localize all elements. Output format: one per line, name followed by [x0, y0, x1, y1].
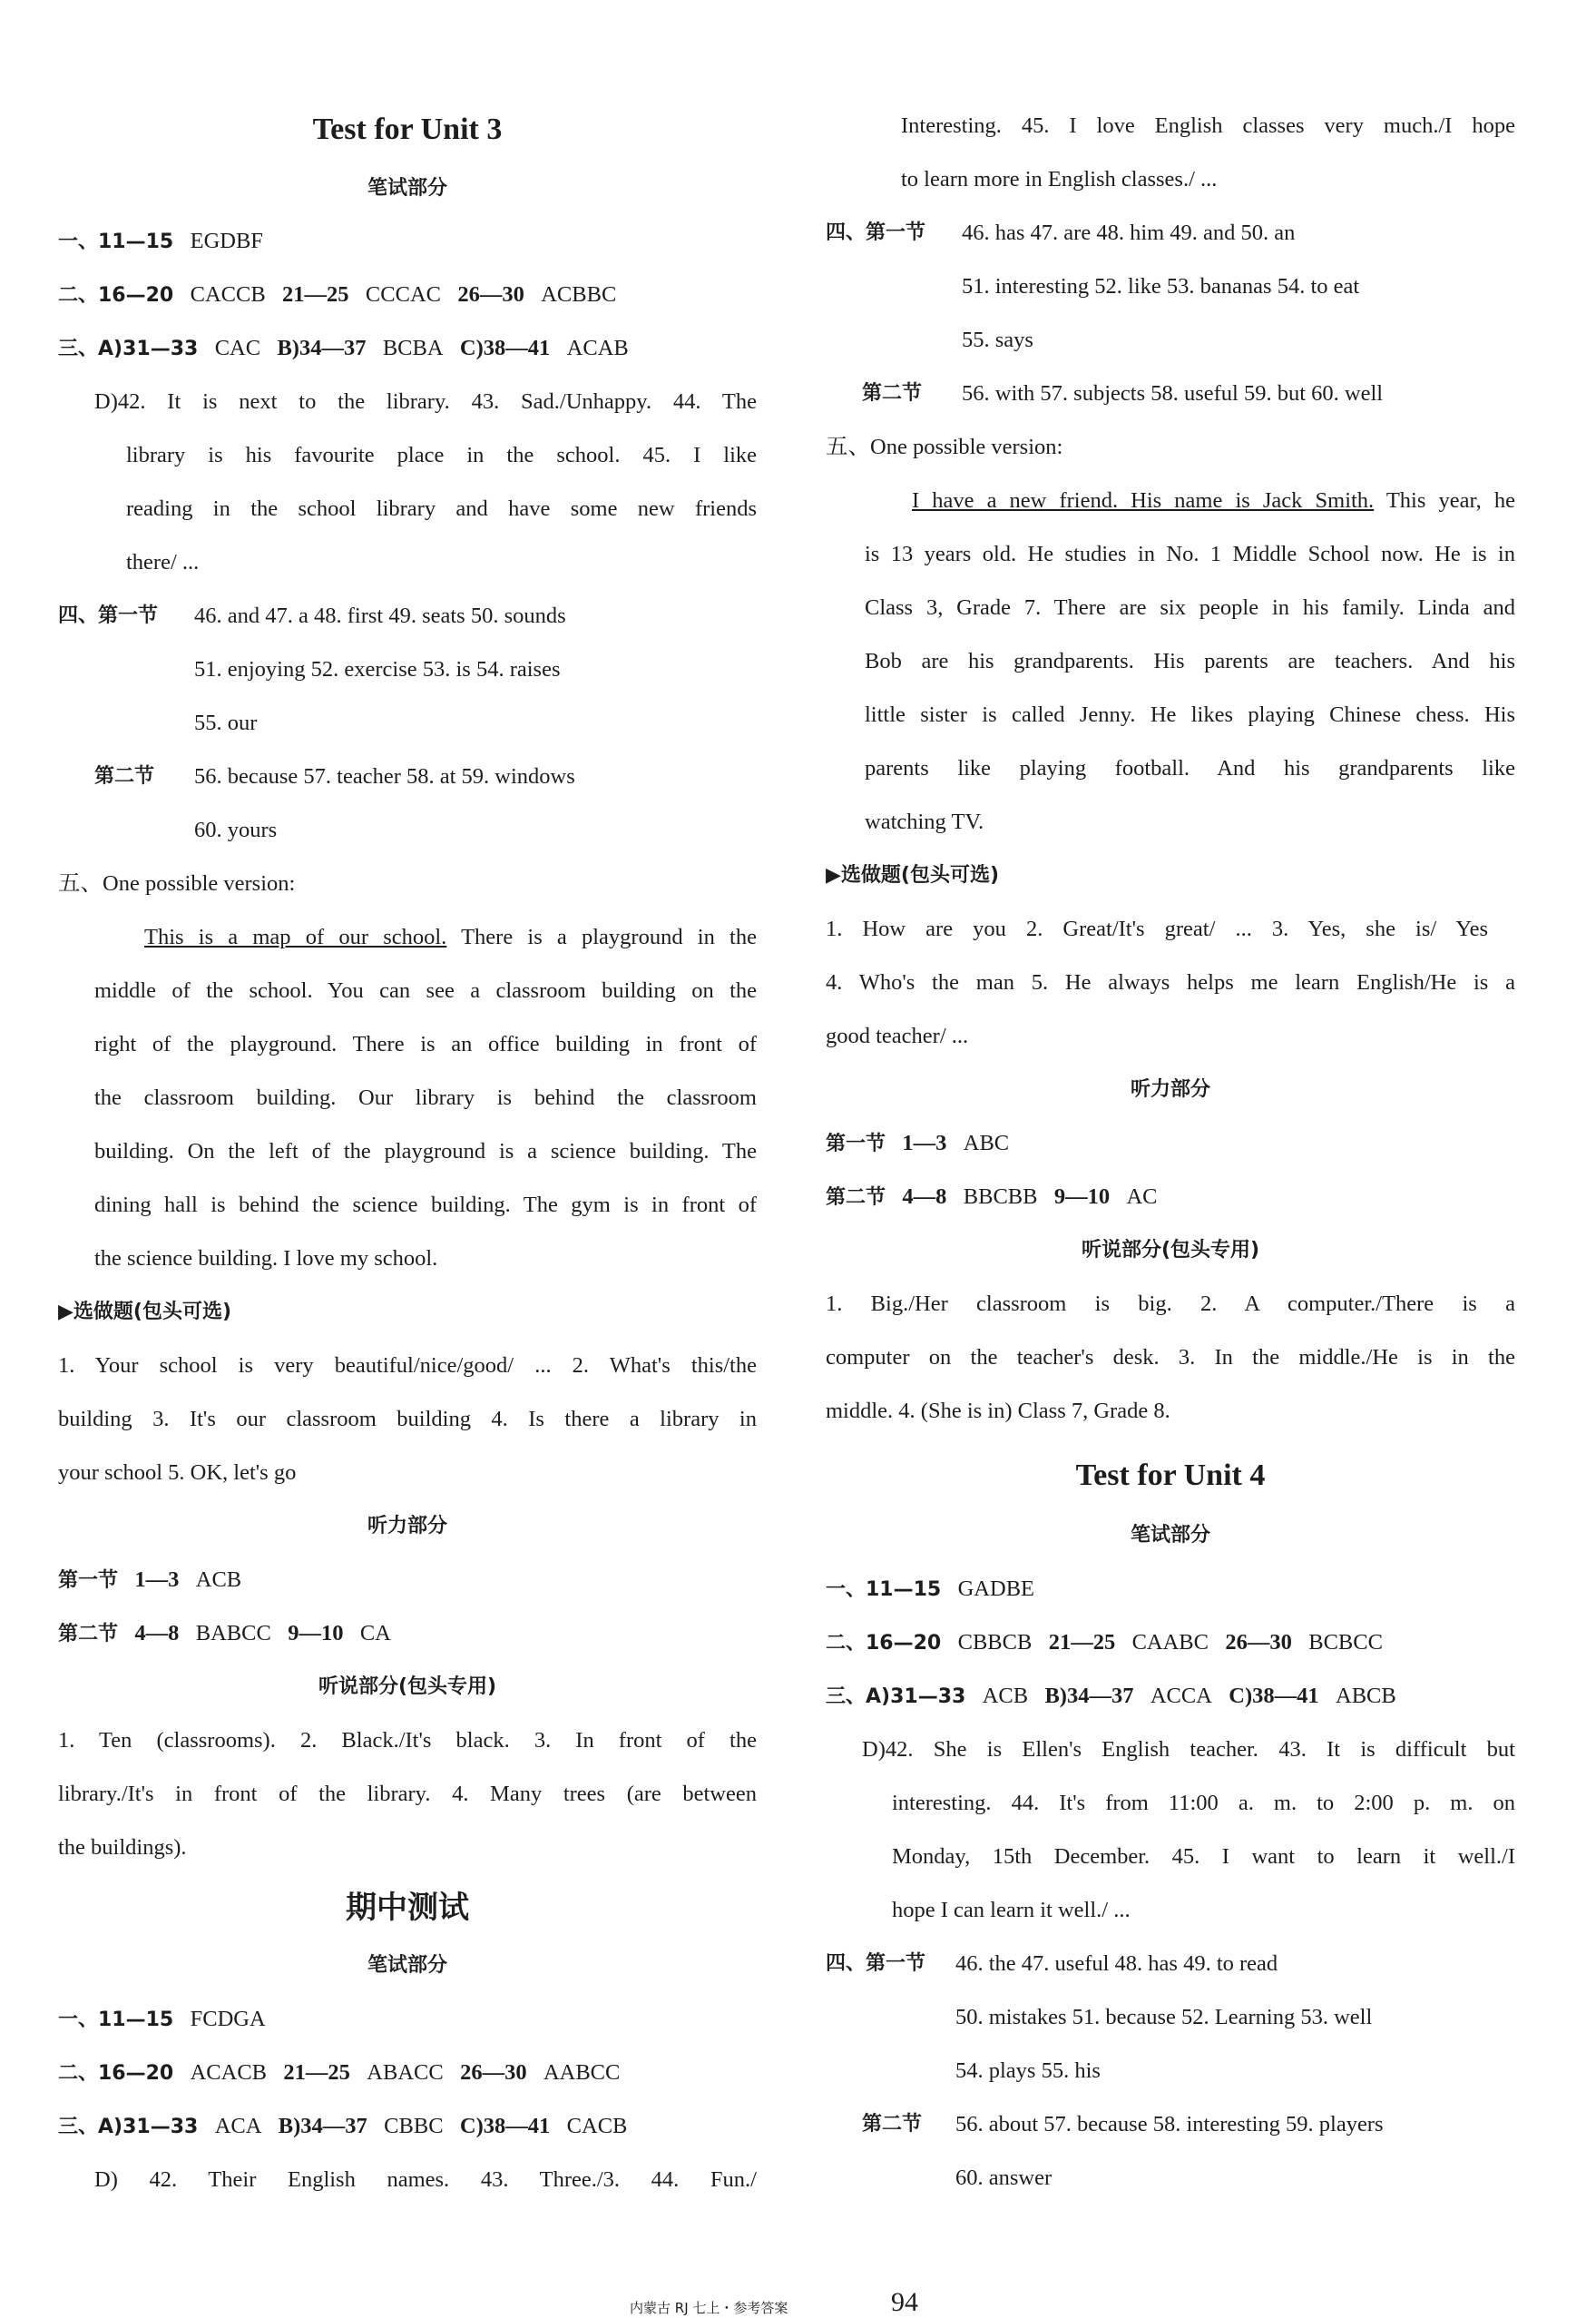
- unit3-speaking-heading: 听说部分(包头专用): [318, 1675, 497, 1698]
- unit3-essay-line-4: the classroom building. Our library is behind the classroom: [94, 1085, 757, 1110]
- unit3-speaking-line-1: 1. Ten (classrooms). 2. Black./It's black. 3. In front of the: [58, 1728, 757, 1753]
- unit4-d-line-2: interesting. 44. It's from 11:00 a. m. to 2:00 p. m. on: [892, 1791, 1515, 1815]
- midterm-listening-heading: 听力部分: [1130, 1078, 1210, 1101]
- unit3-optional-line-2: building 3. It's our classroom building 4. Is there a library in: [58, 1407, 757, 1431]
- unit4-section4b-row2: 60. answer: [955, 2166, 1053, 2190]
- unit3-section4b-label: 第二节: [94, 765, 155, 788]
- unit4-written-heading: 笔试部分: [1130, 1524, 1210, 1547]
- unit3-listening-heading: 听力部分: [367, 1515, 447, 1537]
- unit3-essay-line-5: building. On the left of the playground is a science building. The: [94, 1139, 757, 1164]
- midterm-optional-line-3: good teacher/ ...: [826, 1024, 969, 1048]
- unit4-section3: 三、A)31—33 ACB B)34—37 ACCA C)38—41 ABCB: [826, 1684, 1396, 1708]
- unit3-section4-row2: 51. enjoying 52. exercise 53. is 54. raises: [194, 657, 561, 682]
- midterm-speaking-line-1: 1. Big./Her classroom is big. 2. A computer./There is a: [826, 1292, 1515, 1316]
- unit4-section4-label: 四、第一节: [826, 1952, 926, 1975]
- page-footer: [0, 2287, 1596, 2318]
- midterm-essay-line-7: watching TV.: [865, 810, 984, 834]
- unit4-title: Test for Unit 4: [1075, 1459, 1266, 1492]
- midterm-essay-line-5: little sister is called Jenny. He likes playing Chinese chess. His: [865, 702, 1515, 727]
- footer-label: 内蒙古 RJ 七上・参考答案: [630, 2300, 788, 2316]
- midterm-speaking-heading: 听说部分(包头专用): [1081, 1239, 1260, 1262]
- midterm-essay-line-4: Bob are his grandparents. His parents are teachers. And his: [865, 649, 1515, 673]
- unit3-essay-line-1: This is a map of our school. There is a playground in the: [144, 925, 757, 949]
- unit4-section4-row1: 46. the 47. useful 48. has 49. to read: [955, 1951, 1278, 1976]
- unit4-d-line-3: Monday, 15th December. 45. I want to learn it well./I: [892, 1844, 1515, 1869]
- unit3-section1: 一、11—15 EGDBF: [58, 229, 263, 253]
- midterm-section4-row1: 46. has 47. are 48. him 49. and 50. an: [962, 221, 1296, 245]
- unit3-optional-line-1: 1. Your school is very beautiful/nice/good/ ... 2. What's this/the: [58, 1353, 757, 1378]
- unit3-d-line-2: library is his favourite place in the school. 45. I like: [126, 443, 757, 467]
- midterm-essay-line-1: I have a new friend. His name is Jack Smith. This year, he: [912, 488, 1515, 513]
- unit4-section4b-label: 第二节: [862, 2113, 923, 2136]
- unit4-section4-row2: 50. mistakes 51. because 52. Learning 53. well: [955, 2005, 1373, 2029]
- midterm-essay-line-3: Class 3, Grade 7. There are six people in his family. Linda and: [865, 595, 1515, 620]
- unit3-d-line-1: D)42. It is next to the library. 43. Sad./Unhappy. 44. The: [94, 389, 757, 414]
- unit3-section4b-row1: 56. because 57. teacher 58. at 59. windows: [194, 764, 575, 789]
- midterm-d-line-2: Interesting. 45. I love English classes very much./I hope: [901, 113, 1515, 138]
- unit3-section2: 二、16—20 CACCB 21—25 CCCAC 26—30 ACBBC: [58, 282, 617, 307]
- unit4-d-line-1: D)42. She is Ellen's English teacher. 43. It is difficult but: [862, 1737, 1515, 1762]
- unit3-listening-part2: 第二节 4—8 BABCC 9—10 CA: [58, 1621, 391, 1645]
- unit3-section3: 三、A)31—33 CAC B)34—37 BCBA C)38—41 ACAB: [58, 336, 629, 360]
- unit3-d-line-3: reading in the school library and have some new friends: [126, 496, 757, 521]
- midterm-essay-line-6: parents like playing football. And his grandparents like: [865, 756, 1515, 781]
- unit3-essay-line-7: the science building. I love my school.: [94, 1246, 438, 1271]
- unit3-section4-row3: 55. our: [194, 711, 258, 735]
- midterm-section1: 一、11—15 FCDGA: [58, 2007, 266, 2031]
- midterm-written-heading: 笔试部分: [367, 1954, 447, 1977]
- midterm-optional-heading: ▶选做题(包头可选): [826, 864, 1000, 887]
- unit3-d-line-4: there/ ...: [126, 550, 200, 575]
- midterm-optional-line-2: 4. Who's the man 5. He always helps me learn English/He is a: [826, 970, 1515, 995]
- midterm-section3: 三、A)31—33 ACA B)34—37 CBBC C)38—41 CACB: [58, 2114, 628, 2138]
- unit3-essay-line-3: right of the playground. There is an office building in front of: [94, 1032, 757, 1056]
- unit3-listening-part1: 第一节 1—3 ACB: [58, 1567, 242, 1592]
- unit3-speaking-line-3: the buildings).: [58, 1835, 187, 1860]
- midterm-d-line-3: to learn more in English classes./ ...: [901, 167, 1218, 192]
- unit4-d-line-4: hope I can learn it well./ ...: [892, 1898, 1131, 1922]
- unit3-speaking-line-2: library./It's in front of the library. 4. Many trees (are between: [58, 1782, 757, 1806]
- unit3-essay-line-6: dining hall is behind the science building. The gym is in front of: [94, 1193, 757, 1217]
- midterm-optional-line-1: 1. How are you 2. Great/It's great/ ... 3. Yes, she is/ Yes: [826, 917, 1488, 941]
- midterm-listening-part2: 第二节 4—8 BBCBB 9—10 AC: [826, 1184, 1158, 1209]
- unit3-optional-heading: ▶选做题(包头可选): [58, 1301, 232, 1323]
- unit4-section1: 一、11—15 GADBE: [826, 1576, 1034, 1601]
- midterm-section5-label: 五、One possible version:: [826, 435, 1063, 459]
- page-number: 94: [891, 2287, 918, 2317]
- unit3-section5-label: 五、One possible version:: [58, 871, 296, 896]
- midterm-section2: 二、16—20 ACACB 21—25 ABACC 26—30 AABCC: [58, 2060, 621, 2085]
- unit3-written-heading: 笔试部分: [367, 177, 447, 200]
- unit4-section4b-row1: 56. about 57. because 58. interesting 59. players: [955, 2112, 1384, 2136]
- midterm-title: 期中测试: [346, 1890, 469, 1926]
- midterm-essay-line-2: is 13 years old. He studies in No. 1 Middle School now. He is in: [865, 542, 1515, 566]
- unit3-section4-row1: 46. and 47. a 48. first 49. seats 50. sounds: [194, 604, 566, 628]
- midterm-d-line: D) 42. Their English names. 43. Three./3. 44. Fun./: [94, 2167, 757, 2192]
- unit4-section4-row3: 54. plays 55. his: [955, 2058, 1101, 2083]
- unit3-title: Test for Unit 3: [312, 113, 503, 146]
- unit3-section4b-row2: 60. yours: [194, 818, 278, 842]
- unit3-section4-label: 四、第一节: [58, 604, 159, 627]
- midterm-section4-row2: 51. interesting 52. like 53. bananas 54. to eat: [962, 274, 1360, 299]
- unit3-optional-line-3: your school 5. OK, let's go: [58, 1460, 297, 1485]
- midterm-speaking-line-3: middle. 4. (She is in) Class 7, Grade 8.: [826, 1399, 1170, 1423]
- midterm-speaking-line-2: computer on the teacher's desk. 3. In the middle./He is in the: [826, 1345, 1515, 1370]
- midterm-section4-label: 四、第一节: [826, 221, 926, 244]
- midterm-listening-part1: 第一节 1—3 ABC: [826, 1131, 1010, 1155]
- midterm-section4b-row1: 56. with 57. subjects 58. useful 59. but 60. well: [962, 381, 1384, 406]
- midterm-section4b-label: 第二节: [862, 382, 923, 405]
- midterm-section4-row3: 55. says: [962, 328, 1033, 352]
- unit3-essay-line-2: middle of the school. You can see a classroom building on the: [94, 978, 757, 1003]
- unit4-section2: 二、16—20 CBBCB 21—25 CAABC 26—30 BCBCC: [826, 1630, 1383, 1655]
